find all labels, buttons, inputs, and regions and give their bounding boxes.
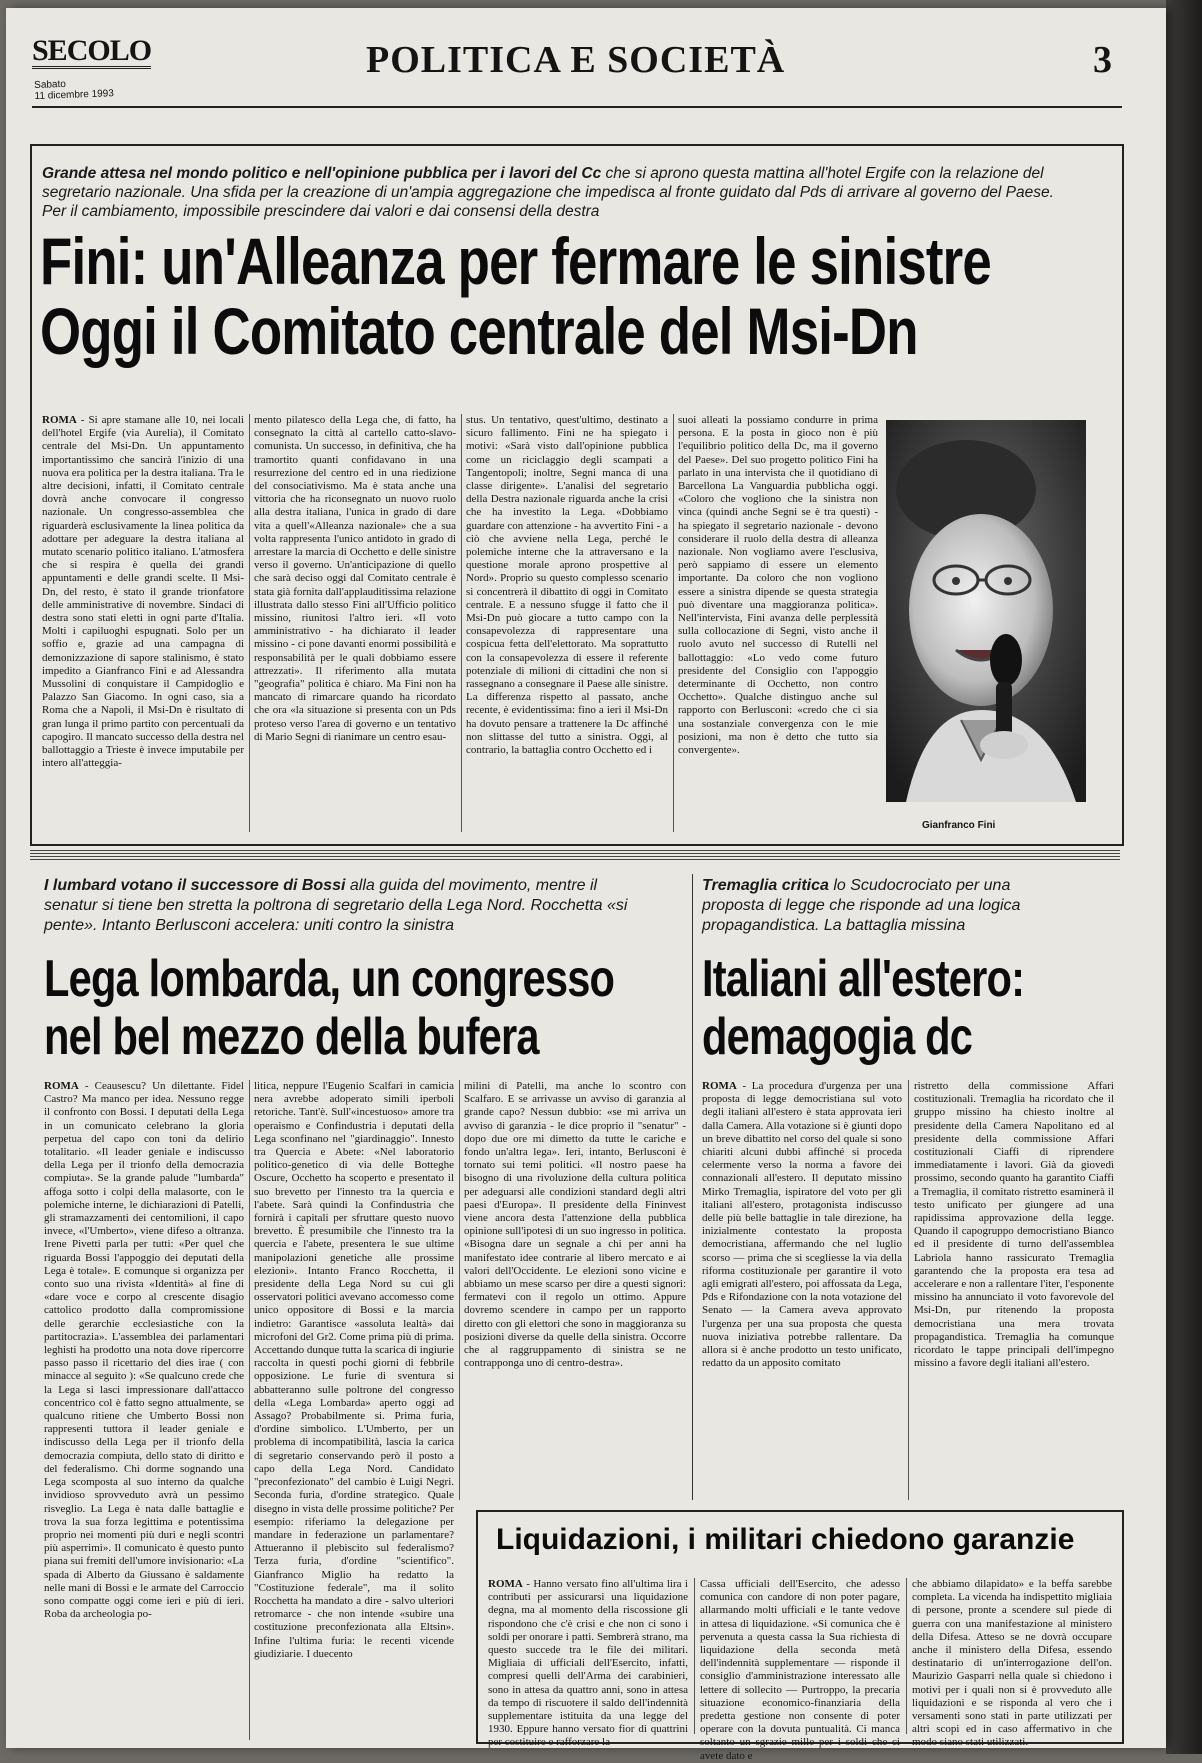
top-story-lead-bold: Grande attesa nel mondo politico e nell'opinione pubblica per i lavori del Cc [42,165,602,182]
tremaglia-story-lead-text: lo Scudocrociato per una proposta di legge che risponde ad una logica propagandistica. La battaglia missina [702,877,1021,934]
lega-story-lead-text: alla guida del movimento, mentre il senatur si tiene ben stretta la poltrona di segretario della Lega Nord. Rocchetta «si pente». Intanto Berlusconi accelera: uniti contro la sinistra [44,877,628,934]
tremaglia-story-headline [702,950,1122,1066]
top-story-col1-text: - Si apre stamane alle 10, nei locali dell'hotel Ergife (via Aurelia), il Comitato centrale del Msi-Dn. Un appuntamento importantissimo che sancirà l'inizio di una nuova era politica per la destra italiana. Tra le altre decisioni, infatti, il Comitato centrale dovrà anche convocare il congresso nazionale. Un congresso-assemblea che riguarderà esclusivamente la linea politica da adottare per adeguare la destra italiana al mutato scenario politico italiano. L'atmosfera che si respira è quella dei grandi appuntamenti e delle grandi scelte. Il Msi-Dn, del resto, è stato il grande trionfatore delle amministrative di novembre. Sindaci di destra sono stati eletti in ogni parte d'Italia. Molti i capiluoghi espugnati. Solo per un soffio e, grazie ad una campagna di demonizzazione di sapore stalinismo, è stato impedito a Gianfranco Fini e ad Alessandra Mussolini di conquistare il Campidoglio e Palazzo San Giacomo. In ogni caso, sia a Roma che a Napoli, il Msi-Dn è risultato di gran lunga il primo partito con percentuali da capogiro. Il mancato successo della destra nel ballottaggio a Trieste è invece imputabile per intero all'atteggia- [42,414,244,770]
top-story-column-2 [254,414,456,832]
column-rule [459,1080,460,1500]
lega-story-lead-bold: I lumbard votano il successore di Bossi [44,877,346,894]
top-story-column-3 [466,414,668,832]
tremaglia-story-dateline: ROMA [702,1080,737,1092]
lega-story-col1-text: - Ceausescu? Un dilettante. Fidel Castro? Ma manco per idea. Nessuno regge il confronto con Bossi. I deputati della Lega in un comunicato celebrano la gloria perpetua del capo con toni da delirio totalitario. «Il leader geniale e indiscusso della Lega per il trionfo della democrazia compiuta». Se la grande palude "lumbarda" affoga sotto i colpi della malasorte, con le polemiche interne, le dichiarazioni di Patelli, gli stramazzamenti dei centomilioni, il capo invece, «l'Umberto», viene difeso a oltranza. Irene Pivetti parla per tutti: «Per quel che riguarda Bossi l'appoggio dei deputati della Lega è totale». E comunque si organizza per conto suo una rivista «Identità» al fine di «dare voce e corpo al crescente disagio cattolico prodotto dalla compromissione delle gerarchie ecclesiastiche con la partitocrazia». L'assemblea dei parlamentari leghisti ha prodotto una nota dove ripercorre passo passo il ricettario del dies irae ( con minacce al seguito ): «Se qualcuno crede che la Lega si lasci impressionare dall'attacco concentrico col è fatto segno attualmente, se qualcuno ritiene che Umberto Bossi non rappresenti tuttora il leader geniale e indiscusso della Lega per il trionfo della democrazia compiuta, dello stato di diritto e del federalismo. Chi dorme sognando una Lega scomposta al suo interno da qualche invidioso sprovveduto avrà un pessimo risveglio. La Lega è nata dalle battaglie e trova la sua forza legittima e potentissima proprio nei momenti più duri e negli scontri più asperrimi». Il comunicato è questo punto piana sui fremiti dell'umore invisionario: «La spada di Alberto da Giussano è saldamente nelle mani di Bossi e le armate del Carroccio sono compatte oggi come ieri e più di ieri. Roba da archeologia po- [44,1080,244,1621]
column-rule [461,414,462,832]
lega-story-column-2 [254,1080,454,1740]
newspaper-binding-edge [1166,0,1202,1754]
column-rule [673,414,674,832]
masthead-date-day: Sabato [34,78,67,91]
section-separator [30,850,1120,860]
military-story-col1-text: - Hanno versato fino all'ultima lira i contributi per assicurarsi una liquidazione degna, ma al momento della riscossione gli rispondono che c'è crisi e che non ci sono i soldi per onorare i patti. Sembrerà strano, ma questo succede tra le file dei militari. Migliaia di ufficiali dell'Esercito, infatti, compresi quelli dell'Arma dei carabinieri, sono in attesa da quattro anni, sono in attesa da tempo di riscuotere il saldo dell'indennità supplementare istituita da una legge del 1930. Eppure hanno versato fior di quattrini per costituire e rafforzare la [488,1578,688,1749]
column-rule [249,414,250,832]
masthead-date [34,77,114,102]
lega-story-col2-text: litica, neppure l'Eugenio Scalfari in camicia nera avrebbe adoperato simili iperboli retoriche. Tant'è. Sull'«incestuoso» amore tra operaismo e Confindustria i deputati della Lega sconfinano nel "giardinaggio". Innesto tra Quercia e Abete: «Nel laboratorio politico-genetico di via delle Botteghe Oscure, Occhetto ha scoperto e presentato il suo brevetto per l'innesto tra la quercia e l'abete. Sarà quindi la Confindustria che fornirà i capitali per sfruttare questo nuovo brevetto. È presumibile che l'innesto tra la quercia e l'abete, presentera le sue ultime manipolazioni genetiche alle prossime elezioni». Intanto Franco Rocchetta, il presidente della Lega Nord su cui gli osservatori politici avevano accomesso come unico oppositore di Bossi e la marcia indietro: Garantisce «assoluta lealtà» dai microfoni del Gr2. Come prima più di prima. Accettando dunque tutta la scarica di ingiurie raccolta in questi pochi giorni di febbrile opposizione. Le furie di sventura si abbatteranno sulle poltrone del congresso della «Lega Lombarda» aperto oggi ad Assago? Probabilmente si. Prima furia, d'ordine simbolico. L'Umberto, per un problema di incompatibilità, lascia la carica di segretario conservando però il posto a capo della Lega Nord. Candidato "preconfezionato" del cambio è Luigi Negri. Seconda furia, d'ordine strategico. Quale disegno in vista delle prossime politiche? Per esempio: riferiamo la delegazione per mandare in federazione un parlamentare? Attueranno il plebiscito sul federalismo? Terza furia, d'ordine "scientifico". Gianfranco Miglio ha redatto la "Costituzione federale", ma il solito Rocchetta ha mandato a dire - salvo ulteriori retromarce - che non intende «subire una costituzione preconfezionata alla Eltsin». Infine l'ultima furia: le recenti vicende giudiziarie. I duecento [254,1080,454,1660]
top-story-lead [42,164,1062,221]
lega-story-column-3 [464,1080,686,1500]
military-story-dateline: ROMA [488,1578,523,1590]
tremaglia-story-col1-text: - La procedura d'urgenza per una proposta di legge democristiana sul voto degli italiani all'estero è stata approvata ieri dalla Camera. Alla votazione si è giunti dopo un breve dibattito nel corso del quale si sono chiariti alcuni dubbi affinché si proceda celermente verso la norma a favore dei connazionali all'estero. Il deputato missino Mirko Tremaglia, ispiratore del voto per gli italiani all'estero, protagonista indiscusso delle più belle battaglie in tale direzione, ha inizialmente contestato la proposta democristiana, affermando che nel luglio scorso — prima che si scegliesse la via della riforma costituzionale per garantire il voto agli emigrati all'estero, poi affossata da Lega, Pds e Rifondazione con la nota votazione del Senato — la Camera aveva approvato l'urgenza per una sua proposta che questa nuova iniziativa potrebbe rallentare. Da allora si è anche prodotto un testo unificato, redatto da un apposito comitato [702,1080,902,1370]
photo-caption: Gianfranco Fini [922,820,996,831]
section-title: POLITICA E SOCIETÀ [366,39,786,81]
tremaglia-story-lead [702,876,1062,936]
column-rule [694,1578,695,1734]
lega-story-lead [44,876,644,936]
masthead-logo: SECOLO [32,34,152,67]
masthead-rule [32,106,1122,108]
tremaglia-story-column-1 [702,1080,902,1500]
lega-story-column-1 [44,1080,244,1740]
page-number: 3 [1093,39,1112,81]
tremaglia-story-col2-text: ristretto della commissione Affari costituzionali. Tremaglia ha ricordato che il gruppo missino ha chiesto inoltre al presidente della Camera Napolitano ed al presidente della commissione Affari costituzionali Ciaffi di riprendere immediatamente i lavori. Già da giovedì prossimo, secondo quanto ha garantito Ciaffi a Tremaglia, il comitato ristretto esaminerà il testo unificato per giungere ad una rapidissima approvazione della legge. Quando il capogruppo democristiano Bianco ed il presidente di turno dell'assemblea Labriola hanno rassicurato Tremaglia garantendo che la proposta era tesa ad accelerare e non a rallentare l'iter, l'esponente missino ha annunciato il voto favorevole del Msi-Dn, pur ritenendo la proposta democristiana una mera trovata propagandistica. Tremaglia ha comunque ricordato le tappe principali dell'impegno missino a favore degli italiani all'estero. [914,1080,1114,1370]
tremaglia-story-headline-line1: Italiani all'estero: [702,950,1025,1008]
lega-story-dateline: ROMA [44,1080,79,1092]
tremaglia-story-lead-bold: Tremaglia critica [702,877,829,894]
top-story-headline-line2: Oggi il Comitato centrale del Msi-Dn [40,294,918,368]
lega-story-col3-text: milini di Patelli, ma anche lo scontro con Scalfaro. E se arrivasse un avviso di garanzia al grande capo? Nessun dubbio: «se mi arriva un avviso di garanzia - le dice proprio il "senatur" - dopo due ore mi dimetto da tutte le cariche e fondo un'altra lega». Ieri, intanto, Berlusconi è tornato sui temi politici. «Il nostro paese ha bisogno di una rivoluzione della cultura politica per adeguarsi alle condizioni standard degli altri paesi d'Europa». Il presidente della Fininvest viene ancora desta l'attenzione della pubblica opinione sull'ipotesi di un suo ingresso in politica. «Bisogna dare un segnale a chi per anni ha manifestato idee contrarie al libero mercato e ai valori dell'Occidente. Le elezioni sono vicine e abbiamo un mese scarso per dire a questi signori: fermatevi con il regolo un ottimo. Appure dovremo scendere in campo per un rapporto diretto con gli elettori che sono in maggioranza su posizioni diverse da quelle della sinistra. Occorre che al raggruppamento di sinistra se ne contrapponga uno di centro-destra». [464,1080,686,1370]
story-divider [692,874,693,1500]
military-story-column-3 [912,1578,1112,1749]
tremaglia-story-headline-line2: demagogia dc [702,1008,973,1066]
military-story-column-1 [488,1578,688,1749]
top-story-column-4 [678,414,878,832]
portrait-illustration [886,420,1086,802]
military-story-col3-text: che abbiamo dilapidato» e la beffa sarebbe completa. La vicenda ha indispettito migliaia di persone, pronte a scendere sul piede di guerra con una manifestazione al ministero della Difesa. Atteso se ne dovrà occupare anche il ministero della Difesa, essendo destinatario di un'interrogazione dell'on. Maurizio Gasparri nella quale si chiedono i motivi per i quali non si è provveduto alle liquidazioni e se risponda al vero che i versamenti sono stati in parte utilizzati per altri scopi ed in caso affermativo in che modo siano stati utilizzati. [912,1578,1112,1749]
top-story-headline [40,226,1100,366]
top-story-col3-text: stus. Un tentativo, quest'ultimo, destinato a sicuro fallimento. Fini ne ha spiegato i motivi: «Sarà visto dall'opinione pubblica come un riciclaggio degli scampati a Tangentopoli; inoltre, Segni manca di una classe dirigente». L'analisi del segretario della Destra nazionale riguarda anche la crisi che ha investito la Lega. «Dobbiamo guardare con attenzione - ha avvertito Fini - a ciò che avviene nella Lega, perché le polemiche interne che la attraversano e la questione morale aprono prospettive al Nord». Proprio su questo complesso scenario si concentrerà il dibattito di oggi in Comitato centrale. E a nessuno sfugge il fatto che il Msi-Dn può giocare a tutto campo con la consapevolezza di rappresentare una cospicua fetta dell'elettorato. Ma soprattutto con la consapevolezza di essere il referente potenziale di milioni di cittadini che non si rassegnano a consegnare il Paese alle sinistre. La differenza rispetto al passato, anche recente, è evidentissima: fino a ieri il Msi-Dn ha dovuto pensare a trattenere la Dc affinché non slittasse del tutto a sinistra. Oggi, al contrario, la battaglia contro Occhetto ed i [466,414,668,757]
lega-story-headline [44,950,664,1066]
top-story-col2-text: mento pilatesco della Lega che, di fatto, ha consegnato la città al cartello catto-slavo-comunista. Un successo, in definitiva, che ha tramortito quanti confidavano in una resurrezione del centro ed in una riedizione del consociativismo. Ma è stata anche una vittoria che ha riconsegnato un nuovo ruolo alla destra italiana, l'unica in grado di dare vita a quell'«Alleanza nazionale» che a sua volta rappresenta l'unico antidoto in grado di arrestare la marcia di Occhetto e delle sinistre verso il governo. Un'anticipazione di quello che sarà deciso oggi dal Comitato centrale è stata già fornita dall'applauditissima relazione illustrata dallo stesso Fini all'Ufficio politico missino, riunitosi l'altro ieri. «Il voto amministrativo - ha dichiarato il leader missino - ci pone davanti enormi possibilità e responsabilità per le quali dobbiamo essere attrezzati». Il riferimento alla mutata "geografia" politica è chiaro. Ma Fini non ha mancato di rimarcare quando ha ricordato che ora «la situazione si presenta con un Pds proteso verso l'area di governo e un tentativo di Mario Segni di rianimare un centro esau- [254,414,456,743]
masthead-date-full: 11 dicembre 1993 [34,88,115,102]
top-story-column-1 [42,414,244,832]
gianfranco-fini-photo [886,420,1086,802]
lega-story-headline-line1: Lega lombarda, un congresso [44,950,615,1008]
military-story-col2-text: Cassa ufficiali dell'Esercito, che adesso comunica con candore di non poter pagare, allarmando molti ufficiali e le tante vedove in attesa di liquidazione. «Si comunica che è pervenuta a questa cassa la Sua richiesta di liquidazione della seconda metà dell'indennità supplementare — risponde il consiglio d'amministrazione interessato alle lettere di sollecito — Purtroppo, la precaria situazione economico-finanziaria della predetta gestione non consente di poter operare con la dovuta puntualità. Ci manca soltanto un sgrazie mille per i soldi che ci avete dato e [700,1578,900,1762]
military-story-column-2 [700,1578,900,1762]
military-story-headline: Liquidazioni, i militari chiedono garanzie [496,1523,1075,1556]
top-story-lead-text: che si aprono questa mattina all'hotel Ergife con la relazione del segretario nazionale. Una sfida per la creazione di un'ampia aggregazione che impedisca al fronte guidato dal Pds di arrivare al governo del Paese. Per il cambiamento, impossibile prescindere dai valori e dai consensi della destra [42,165,1054,220]
column-rule [908,1080,909,1500]
lega-story-headline-line2: nel bel mezzo della bufera [44,1008,539,1066]
top-story-col4-text: suoi alleati la possiamo condurre in prima persona. E la posta in gioco non è più l'equilibrio politico della Dc, ma il governo del Paese». Del suo progetto politico Fini ha parlato in una intervista che il quotidiano di Barcellona La Vanguardia pubblicha oggi. «Coloro che vogliono che la sinistra non vinca (quindi anche Segni se è tra questi) - ha spiegato il segretario nazionale - devono considerare il ruolo della destra di alleanza nazionale. Non vogliamo avere l'esclusiva, però sappiamo di essere un elemento importante. Da coloro che non vogliono essere a sinistra dipende se questa strategia può diventare una maggioranza politica». Nell'intervista, Fini avanza delle perplessità sulla collocazione di Segni, visto anche il ruolo avuto nel successo di Rutelli nel ballottaggio: «Lo vedo come futuro presidente del Consiglio con l'appoggio determinante di Occhetto, non contro Occhetto». Qualche distinguo anche sul rapporto con Berlusconi: «credo che ci sia una sostanziale convergenza con le mie posizioni, ma non è detto che tutto sia convergente». [678,414,878,757]
top-story-headline-line1: Fini: un'Alleanza per fermare le sinistre [40,224,991,298]
newspaper-page [6,8,1166,1762]
tremaglia-story-column-2 [914,1080,1114,1500]
column-rule [249,1080,250,1740]
top-story-dateline: ROMA [42,414,77,426]
column-rule [906,1578,907,1734]
